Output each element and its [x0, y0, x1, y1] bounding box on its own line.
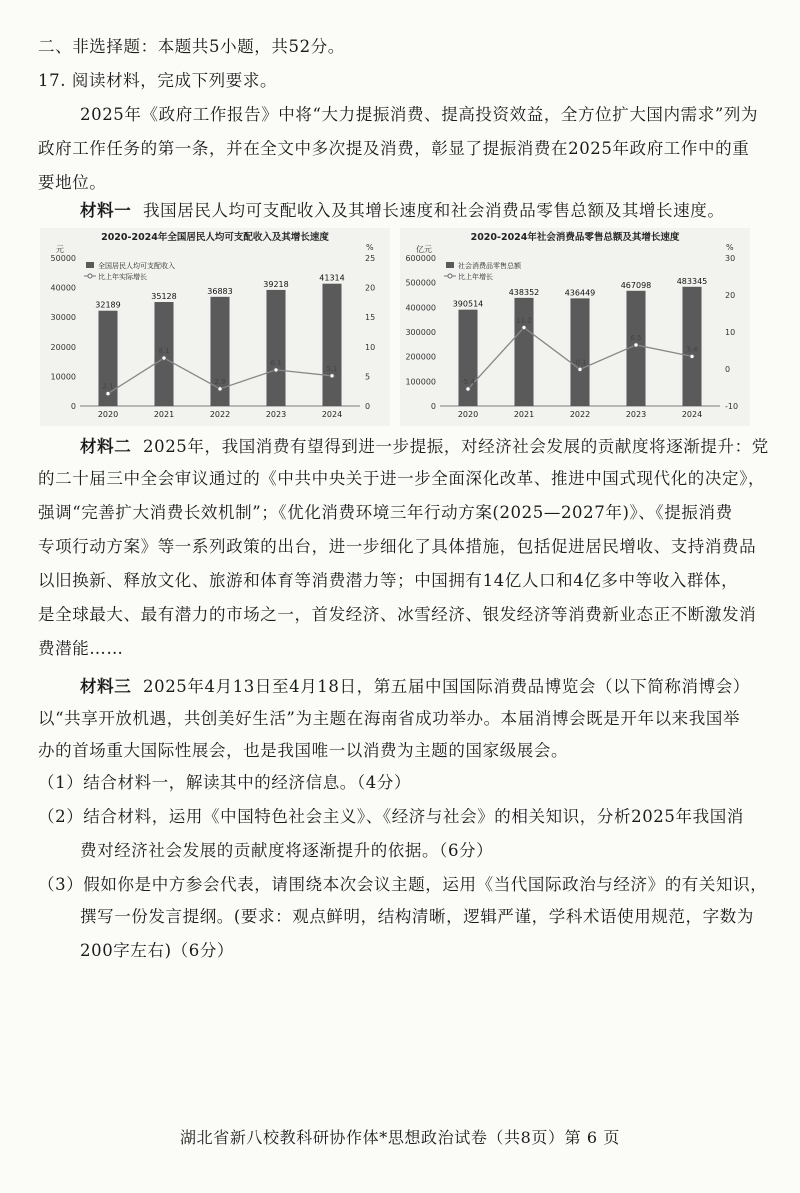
y-tick-label: 600000	[405, 254, 436, 263]
growth-point	[522, 325, 526, 329]
material3-first-line	[80, 676, 768, 698]
bar-value-label: 438352	[508, 287, 540, 297]
material1-text: 我国居民人均可支配收入及其增长速度和社会消费品零售总额及其增长速度。	[143, 201, 725, 220]
growth-value-label: 8.1	[158, 347, 170, 356]
bar-value-label: 390514	[452, 299, 484, 309]
y-tick-label: 30000	[50, 313, 76, 323]
material3-line: 2025年4月13日至4月18日，第五届中国国际消费品博览会（以下简称消博会）	[143, 677, 750, 696]
growth-value-label: 6.1	[270, 358, 282, 367]
legend-line-label: 比上年实际增长	[98, 273, 147, 281]
growth-value-label: 11.2	[516, 316, 532, 325]
bar-value-label: 467098	[620, 280, 652, 290]
material2-line: 以旧换新、释放文化、旅游和体育等消费潜力等；中国拥有14亿人口和4亿多中等收入群体，	[38, 571, 739, 590]
question-2: （2）结合材料，运用《中国特色社会主义》、《经济与社会》的相关知识，分析2025年我国消	[38, 807, 744, 826]
material3-label: 材料三	[80, 677, 132, 696]
y2-tick-label: 15	[365, 313, 376, 323]
x-tick-label: 2024	[681, 410, 703, 419]
intro-paragraph-line: 要地位。	[38, 173, 107, 192]
material2-line: 的二十届三中全会审议通过的《中共中央关于进一步全面深化改革、推进中国式现代化的决定》，	[38, 469, 766, 488]
growth-point	[578, 367, 582, 371]
x-tick-label: 2023	[265, 410, 287, 419]
bar	[266, 290, 285, 406]
growth-point	[274, 368, 278, 372]
legend-line-label: 比上年增长	[458, 273, 493, 281]
page-footer: 湖北省新八校教科研协作体*思想政治试卷（共8页）第 6 页	[180, 1128, 620, 1147]
question-17-intro: 17. 阅读材料，完成下列要求。	[38, 71, 278, 90]
material2-first-line	[80, 436, 768, 458]
x-tick-label: 2024	[321, 410, 343, 419]
legend-bar-label: 全国居民人均可支配收入	[98, 262, 175, 270]
x-tick-label: 2021	[513, 410, 535, 419]
x-tick-label: 2022	[209, 410, 231, 419]
bar-value-label: 35128	[151, 292, 177, 302]
section-heading: 二、非选择题：本题共5小题，共52分。	[38, 37, 345, 56]
material2-line: 费潜能……	[38, 639, 124, 658]
growth-value-label: -5.4	[461, 377, 475, 386]
x-tick-label: 2022	[569, 410, 591, 419]
growth-value-label: -0.1	[573, 358, 587, 367]
chart-title: 2020-2024年全国居民人均可支配收入及其增长速度	[101, 232, 329, 243]
bar	[514, 298, 533, 406]
y2-tick-label: -10	[725, 402, 739, 411]
legend-line-marker	[448, 274, 452, 278]
left-unit-label: 元	[56, 245, 64, 254]
intro-paragraph-line: 2025年《政府工作报告》中将“大力提振消费、提高投资效益，全方位扩大国内需求”列为	[80, 105, 759, 124]
legend-bar-swatch	[86, 262, 94, 268]
y-tick-label: 40000	[50, 283, 76, 293]
y2-tick-label: 5	[365, 372, 371, 382]
bar-value-label: 36883	[207, 286, 233, 296]
y-tick-label: 20000	[50, 342, 76, 352]
x-tick-label: 2023	[625, 410, 647, 419]
retail-sales-chart-svg	[400, 228, 750, 426]
legend-line-marker	[88, 274, 92, 278]
growth-point	[218, 387, 222, 391]
growth-point	[162, 356, 166, 360]
question-3-cont: 撰写一份发言提纲。(要求：观点鲜明，结构清晰，逻辑严谨，学科术语使用规范，字数为	[80, 907, 754, 926]
growth-value-label: 2.9	[214, 377, 226, 386]
material1-line	[80, 200, 768, 222]
bar-value-label: 39218	[263, 279, 289, 289]
y-tick-label: 300000	[405, 328, 436, 337]
growth-point	[106, 391, 110, 395]
right-unit-label: %	[366, 243, 374, 252]
growth-value-label: 3.4	[686, 345, 698, 354]
question-2-cont: 费对经济社会发展的贡献度将逐渐提升的依据。（6分）	[80, 841, 494, 860]
y-tick-label: 100000	[405, 377, 436, 387]
bar	[570, 298, 589, 406]
left-unit-label: 亿元	[416, 245, 432, 254]
right-unit-label: %	[726, 243, 734, 252]
y-tick-label: 50000	[50, 254, 76, 263]
y-tick-label: 0	[70, 402, 76, 411]
growth-value-label: 6.5	[630, 333, 642, 342]
bar-value-label: 41314	[319, 273, 345, 283]
y2-tick-label: 20	[725, 291, 736, 300]
growth-point	[466, 387, 470, 391]
growth-point	[690, 354, 694, 358]
y2-tick-label: 0	[725, 365, 731, 374]
y2-tick-label: 10	[365, 342, 376, 352]
y-tick-label: 0	[430, 402, 436, 411]
bar-value-label: 32189	[95, 300, 121, 310]
legend-bar-swatch	[446, 262, 454, 268]
growth-value-label: 2.1	[102, 382, 114, 391]
question-1: （1）结合材料一，解读其中的经济信息。（4分）	[38, 773, 412, 792]
chart-title: 2020-2024年社会消费品零售总额及其增长速度	[470, 232, 680, 243]
y2-tick-label: 30	[725, 254, 736, 263]
material3-line: 办的首场重大国际性展会，也是我国唯一以消费为主题的国家级展会。	[38, 741, 569, 760]
income-chart-svg	[40, 228, 390, 426]
y2-tick-label: 0	[365, 402, 371, 411]
y2-tick-label: 25	[365, 254, 376, 263]
y-tick-label: 500000	[405, 278, 436, 288]
bar	[322, 284, 341, 406]
y2-tick-label: 20	[365, 283, 376, 293]
growth-point	[634, 343, 638, 347]
legend-bar-label: 社会消费品零售总额	[458, 262, 521, 270]
question-3-cont: 200字左右)（6分）	[80, 941, 235, 960]
x-tick-label: 2020	[457, 410, 479, 419]
x-tick-label: 2020	[97, 410, 119, 419]
material2-line: 是全球最大、最有潜力的市场之一，首发经济、冰雪经济、银发经济等消费新业态正不断激发消	[38, 605, 757, 624]
x-tick-label: 2021	[153, 410, 175, 419]
material3-line: 以“共享开放机遇，共创美好生活”为主题在海南省成功举办。本届消博会既是开年以来我国举	[38, 709, 741, 728]
growth-value-label: 5.1	[326, 364, 338, 373]
y-tick-label: 200000	[405, 352, 436, 362]
y-tick-label: 10000	[50, 372, 76, 382]
growth-point	[330, 374, 334, 378]
bar-value-label: 436449	[564, 288, 596, 298]
material2-label: 材料二	[80, 437, 132, 456]
retail-sales-chart	[400, 228, 750, 426]
intro-paragraph-line: 政府工作任务的第一条，并在全文中多次提及消费，彰显了提振消费在2025年政府工作中的重	[38, 139, 750, 158]
y-tick-label: 400000	[405, 303, 436, 313]
y2-tick-label: 10	[725, 328, 736, 337]
income-chart	[40, 228, 390, 426]
material1-label: 材料一	[80, 201, 132, 220]
material2-line: 强调“完善扩大消费长效机制”；《优化消费环境三年行动方案(2025—2027年)》、《提振消费	[38, 503, 733, 522]
question-3: （3）假如你是中方参会代表，请围绕本次会议主题，运用《当代国际政治与经济》的有关知识，	[38, 875, 768, 894]
material2-line: 专项行动方案》等一系列政策的出台，进一步细化了具体措施，包括促进居民增收、支持消费品	[38, 537, 757, 556]
material2-line: 2025年，我国消费有望得到进一步提振，对经济社会发展的贡献度将逐渐提升：党	[143, 437, 769, 456]
bar-value-label: 483345	[676, 276, 708, 286]
